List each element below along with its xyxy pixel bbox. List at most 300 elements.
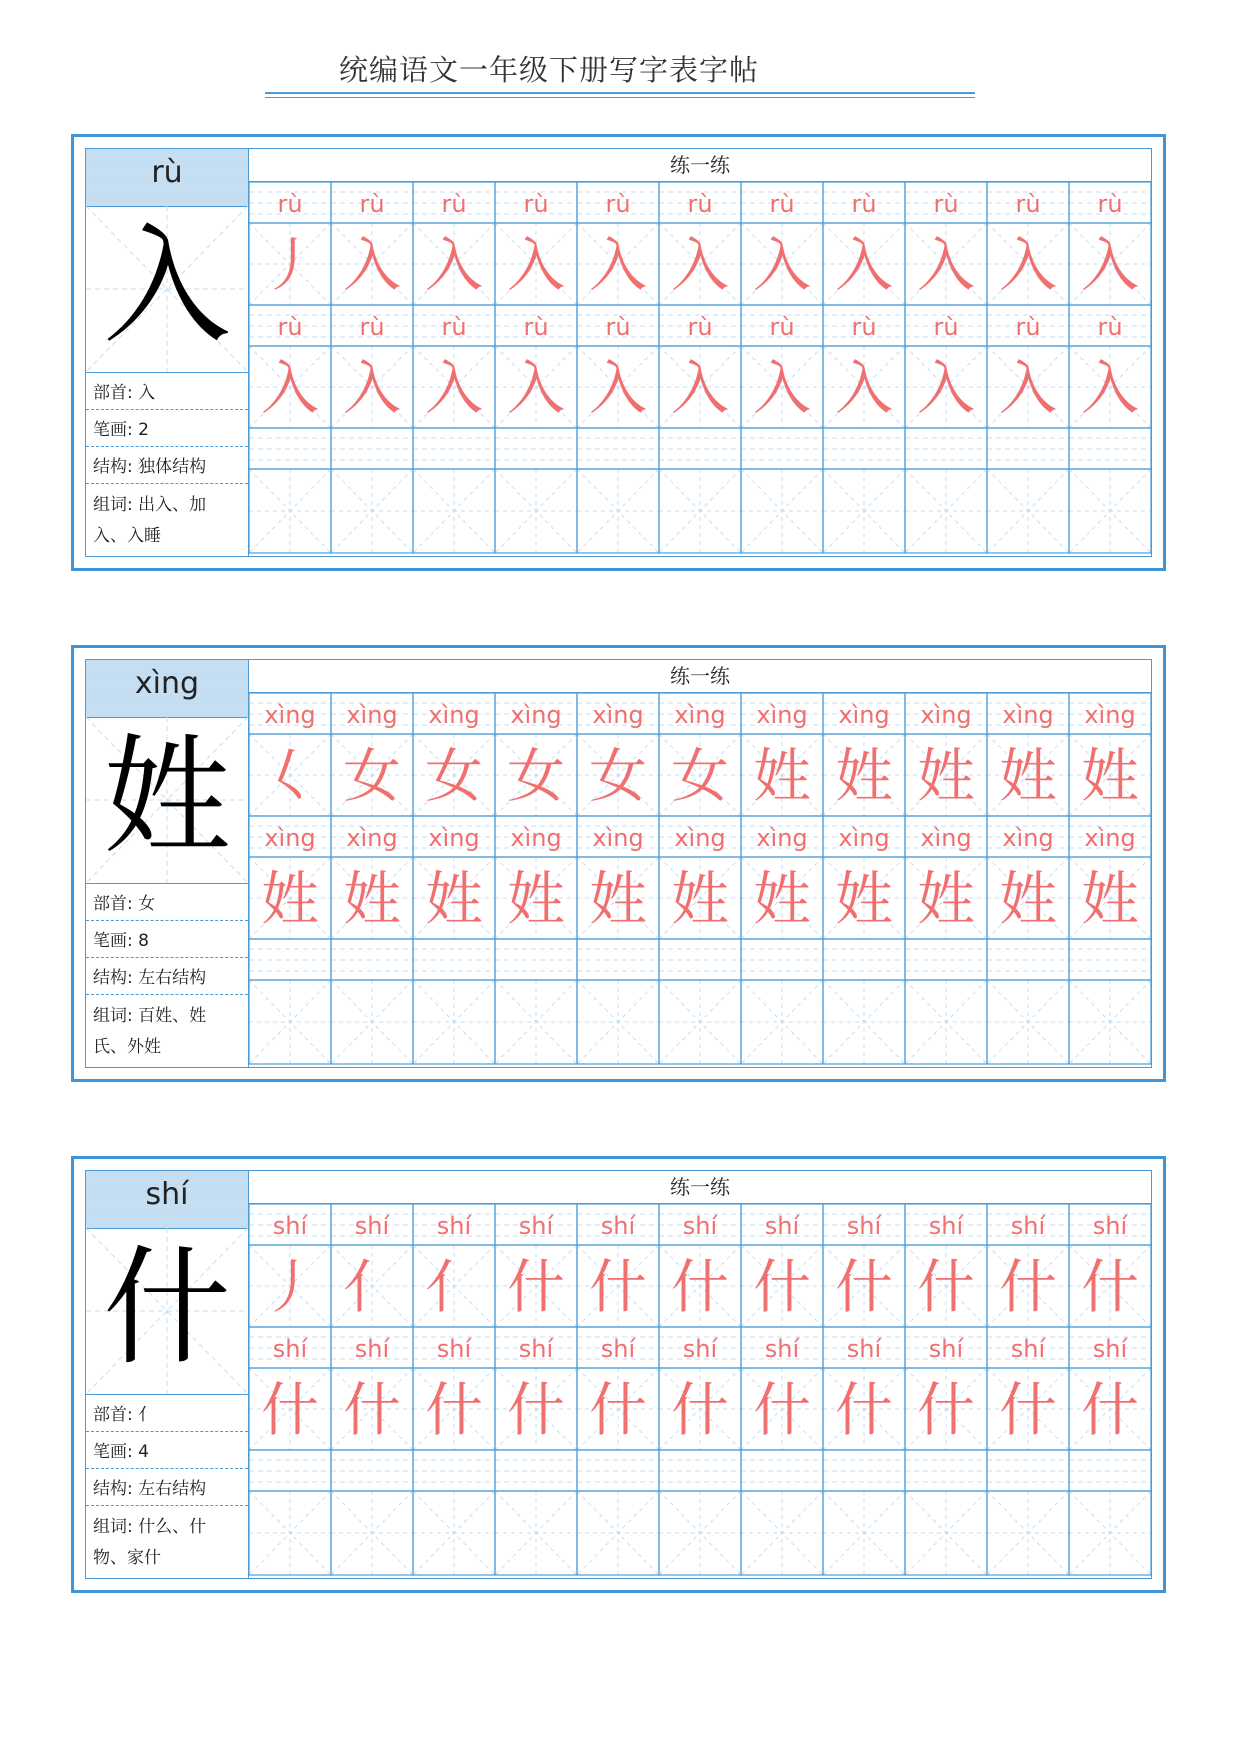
pinyin-cell	[331, 305, 413, 346]
trace-character: 入	[342, 231, 402, 299]
writing-cell	[413, 346, 495, 428]
pinyin-cell[interactable]	[249, 1450, 331, 1491]
pinyin-cell[interactable]	[823, 428, 905, 469]
trace-character: 入	[506, 231, 566, 299]
writing-cell	[495, 1368, 577, 1450]
writing-cell	[331, 223, 413, 305]
pinyin-cell[interactable]	[823, 1450, 905, 1491]
trace-character: 𡿨	[260, 742, 320, 810]
trace-pinyin: xìng	[264, 701, 316, 729]
writing-cell	[659, 857, 741, 939]
trace-pinyin: shí	[272, 1212, 308, 1240]
trace-pinyin: shí	[600, 1212, 636, 1240]
writing-cell	[905, 734, 987, 816]
trace-character: 入	[424, 231, 484, 299]
writing-cell[interactable]	[331, 1491, 413, 1575]
pinyin-cell[interactable]	[413, 428, 495, 469]
trace-pinyin: xìng	[346, 701, 398, 729]
trace-pinyin: shí	[1092, 1335, 1128, 1363]
radical-label: 部首: 亻	[93, 1405, 156, 1425]
writing-cell	[495, 1245, 577, 1327]
trace-character: 什	[834, 1253, 894, 1321]
trace-character: 什	[1080, 1376, 1140, 1444]
pinyin-cell	[495, 1327, 577, 1368]
pinyin-cell	[659, 305, 741, 346]
character-box	[86, 1228, 248, 1395]
model-character: 姓	[102, 723, 231, 872]
writing-cell	[577, 346, 659, 428]
pinyin-label: shí	[145, 1177, 189, 1212]
trace-pinyin: rù	[605, 313, 631, 341]
trace-character: 入	[1080, 231, 1140, 299]
trace-pinyin: rù	[1015, 190, 1041, 218]
writing-cell	[823, 734, 905, 816]
pinyin-cell	[413, 693, 495, 734]
writing-cell	[249, 1245, 331, 1327]
pinyin-cell[interactable]	[1069, 939, 1151, 980]
pinyin-cell	[495, 182, 577, 223]
trace-pinyin: shí	[518, 1212, 554, 1240]
pinyin-cell	[823, 182, 905, 223]
trace-character: 姓	[752, 865, 812, 933]
writing-cell[interactable]	[659, 1491, 741, 1575]
writing-cell[interactable]	[741, 980, 823, 1064]
pinyin-cell[interactable]	[413, 1450, 495, 1491]
trace-character: 什	[260, 1376, 320, 1444]
pinyin-cell[interactable]	[741, 1450, 823, 1491]
practice-area	[249, 660, 1151, 1067]
writing-cell[interactable]	[249, 1491, 331, 1575]
pinyin-cell	[905, 1327, 987, 1368]
trace-character: 什	[752, 1376, 812, 1444]
writing-cell	[249, 1368, 331, 1450]
practice-grid	[249, 182, 1151, 556]
pinyin-cell[interactable]	[987, 1450, 1069, 1491]
pinyin-cell	[741, 693, 823, 734]
trace-character: 姓	[834, 742, 894, 810]
writing-cell[interactable]	[905, 1491, 987, 1575]
pinyin-cell[interactable]	[741, 939, 823, 980]
title-underline	[265, 92, 975, 94]
practice-area	[249, 1171, 1151, 1578]
trace-character: 姓	[506, 865, 566, 933]
writing-cell[interactable]	[331, 980, 413, 1064]
pinyin-cell	[1069, 1204, 1151, 1245]
info-panel	[86, 149, 249, 556]
trace-character: 姓	[1080, 742, 1140, 810]
pinyin-cell	[495, 305, 577, 346]
trace-character: 入	[342, 354, 402, 422]
writing-cell[interactable]	[1069, 980, 1151, 1064]
writing-cell	[823, 346, 905, 428]
writing-cell	[577, 223, 659, 305]
trace-character: 入	[424, 354, 484, 422]
writing-cell[interactable]	[577, 980, 659, 1064]
info-separator	[86, 957, 248, 958]
writing-cell[interactable]	[905, 980, 987, 1064]
trace-character: 姓	[588, 865, 648, 933]
writing-cell[interactable]	[659, 980, 741, 1064]
writing-cell	[1069, 734, 1151, 816]
writing-cell	[741, 1368, 823, 1450]
pinyin-cell[interactable]	[331, 428, 413, 469]
pinyin-cell	[741, 1327, 823, 1368]
writing-cell[interactable]	[987, 469, 1069, 553]
card-inner	[85, 659, 1152, 1068]
writing-cell	[413, 1245, 495, 1327]
trace-character: 什	[424, 1376, 484, 1444]
pinyin-cell	[1069, 816, 1151, 857]
info-separator	[86, 446, 248, 447]
writing-cell	[905, 857, 987, 939]
writing-cell	[577, 1245, 659, 1327]
writing-cell[interactable]	[987, 980, 1069, 1064]
pinyin-cell	[331, 693, 413, 734]
writing-cell[interactable]	[905, 469, 987, 553]
info-separator	[86, 1431, 248, 1432]
trace-character: 什	[998, 1253, 1058, 1321]
trace-pinyin: shí	[682, 1212, 718, 1240]
pinyin-cell[interactable]	[1069, 1450, 1151, 1491]
writing-cell	[741, 857, 823, 939]
trace-character: 什	[506, 1376, 566, 1444]
writing-cell	[577, 857, 659, 939]
trace-pinyin: rù	[851, 313, 877, 341]
trace-character: 姓	[424, 865, 484, 933]
trace-character: 入	[834, 354, 894, 422]
pinyin-cell[interactable]	[413, 939, 495, 980]
trace-character: 姓	[834, 865, 894, 933]
trace-pinyin: shí	[928, 1335, 964, 1363]
trace-pinyin: shí	[1010, 1335, 1046, 1363]
trace-pinyin: rù	[277, 190, 303, 218]
writing-cell[interactable]	[577, 1491, 659, 1575]
writing-cell	[741, 1245, 823, 1327]
model-character: 什	[102, 1234, 231, 1383]
trace-character: 入	[588, 231, 648, 299]
trace-pinyin: rù	[277, 313, 303, 341]
writing-cell	[987, 857, 1069, 939]
pinyin-cell	[741, 816, 823, 857]
writing-cell[interactable]	[413, 469, 495, 553]
trace-character: 什	[588, 1376, 648, 1444]
pinyin-cell	[659, 1204, 741, 1245]
writing-cell[interactable]	[741, 469, 823, 553]
pinyin-cell	[659, 1327, 741, 1368]
writing-cell	[249, 346, 331, 428]
page-title: 统编语文一年级下册写字表字帖	[339, 53, 760, 87]
trace-character: 姓	[342, 865, 402, 933]
pinyin-cell[interactable]	[905, 1450, 987, 1491]
pinyin-cell	[413, 1204, 495, 1245]
pinyin-cell	[905, 305, 987, 346]
writing-cell	[823, 857, 905, 939]
trace-pinyin: shí	[436, 1212, 472, 1240]
words-label: 组词: 百姓、姓氏、外姓	[93, 1006, 207, 1057]
writing-cell	[331, 857, 413, 939]
info-panel	[86, 660, 249, 1067]
writing-cell[interactable]	[823, 980, 905, 1064]
radical-label: 部首: 入	[93, 383, 156, 403]
writing-cell	[577, 734, 659, 816]
pinyin-cell[interactable]	[577, 939, 659, 980]
pinyin-cell	[1069, 182, 1151, 223]
pinyin-cell	[413, 182, 495, 223]
pinyin-cell[interactable]	[659, 428, 741, 469]
character-card	[71, 134, 1166, 571]
writing-cell[interactable]	[249, 980, 331, 1064]
card-inner	[85, 148, 1152, 557]
trace-pinyin: rù	[523, 190, 549, 218]
trace-pinyin: shí	[846, 1335, 882, 1363]
pinyin-cell	[987, 1204, 1069, 1245]
trace-pinyin: shí	[682, 1335, 718, 1363]
pinyin-cell	[1069, 1327, 1151, 1368]
pinyin-cell	[905, 1204, 987, 1245]
trace-character: 什	[834, 1376, 894, 1444]
pinyin-cell[interactable]	[331, 1450, 413, 1491]
writing-cell	[1069, 857, 1151, 939]
writing-cell[interactable]	[331, 469, 413, 553]
pinyin-cell	[987, 1327, 1069, 1368]
writing-cell	[659, 734, 741, 816]
trace-pinyin: shí	[600, 1335, 636, 1363]
trace-pinyin: xìng	[674, 701, 726, 729]
card-inner	[85, 1170, 1152, 1579]
pinyin-cell[interactable]	[987, 939, 1069, 980]
pinyin-cell[interactable]	[577, 1450, 659, 1491]
pinyin-cell	[905, 816, 987, 857]
practice-title: 练一练	[249, 1171, 1151, 1204]
trace-pinyin: rù	[769, 190, 795, 218]
pinyin-cell[interactable]	[823, 939, 905, 980]
pinyin-cell	[331, 1327, 413, 1368]
writing-cell	[987, 223, 1069, 305]
pinyin-cell	[987, 693, 1069, 734]
pinyin-cell	[987, 182, 1069, 223]
pinyin-cell[interactable]	[741, 428, 823, 469]
writing-cell	[413, 223, 495, 305]
stroke-count-label: 笔画: 8	[93, 931, 149, 951]
trace-character: 姓	[998, 865, 1058, 933]
trace-character: 女	[588, 742, 648, 810]
writing-cell	[495, 346, 577, 428]
pinyin-cell	[249, 816, 331, 857]
trace-pinyin: shí	[1010, 1212, 1046, 1240]
pinyin-cell	[249, 182, 331, 223]
trace-character: 女	[342, 742, 402, 810]
pinyin-cell[interactable]	[659, 1450, 741, 1491]
trace-character: 姓	[998, 742, 1058, 810]
writing-cell[interactable]	[495, 980, 577, 1064]
writing-cell	[823, 1368, 905, 1450]
trace-pinyin: rù	[441, 190, 467, 218]
trace-pinyin: rù	[359, 190, 385, 218]
writing-cell[interactable]	[495, 1491, 577, 1575]
pinyin-cell[interactable]	[1069, 428, 1151, 469]
pinyin-cell[interactable]	[495, 428, 577, 469]
trace-character: 姓	[916, 865, 976, 933]
trace-character: 什	[1080, 1253, 1140, 1321]
trace-pinyin: shí	[764, 1335, 800, 1363]
writing-cell	[987, 1368, 1069, 1450]
trace-character: 女	[670, 742, 730, 810]
trace-character: 入	[916, 354, 976, 422]
trace-character: 姓	[752, 742, 812, 810]
title-underline-thin	[265, 97, 975, 98]
practice-title: 练一练	[249, 149, 1151, 182]
writing-cell[interactable]	[249, 469, 331, 553]
pinyin-cell[interactable]	[577, 428, 659, 469]
pinyin-cell	[741, 1204, 823, 1245]
pinyin-cell	[413, 816, 495, 857]
writing-cell[interactable]	[823, 469, 905, 553]
pinyin-cell	[249, 1204, 331, 1245]
trace-character: 什	[998, 1376, 1058, 1444]
writing-cell	[495, 223, 577, 305]
trace-pinyin: xìng	[1002, 701, 1054, 729]
pinyin-cell	[577, 816, 659, 857]
pinyin-cell[interactable]	[905, 428, 987, 469]
trace-pinyin: rù	[851, 190, 877, 218]
trace-pinyin: shí	[518, 1335, 554, 1363]
pinyin-cell	[987, 816, 1069, 857]
trace-character: 什	[342, 1376, 402, 1444]
trace-character: 姓	[670, 865, 730, 933]
pinyin-cell	[659, 182, 741, 223]
writing-cell[interactable]	[577, 469, 659, 553]
writing-cell	[331, 734, 413, 816]
trace-character: 入	[998, 231, 1058, 299]
pinyin-cell	[659, 816, 741, 857]
trace-pinyin: rù	[1097, 313, 1123, 341]
trace-pinyin: shí	[928, 1212, 964, 1240]
character-card	[71, 645, 1166, 1082]
writing-cell	[987, 734, 1069, 816]
trace-pinyin: rù	[523, 313, 549, 341]
pinyin-label: xìng	[134, 666, 200, 701]
trace-pinyin: xìng	[592, 824, 644, 852]
trace-pinyin: shí	[436, 1335, 472, 1363]
trace-character: 什	[670, 1376, 730, 1444]
pinyin-cell[interactable]	[249, 939, 331, 980]
trace-character: 入	[670, 354, 730, 422]
practice-grid	[249, 1204, 1151, 1578]
trace-pinyin: shí	[846, 1212, 882, 1240]
pinyin-cell[interactable]	[495, 1450, 577, 1491]
pinyin-cell	[413, 305, 495, 346]
writing-cell[interactable]	[413, 980, 495, 1064]
writing-cell	[1069, 223, 1151, 305]
trace-character: 姓	[1080, 865, 1140, 933]
trace-character: 入	[1080, 354, 1140, 422]
trace-pinyin: xìng	[592, 701, 644, 729]
info-panel	[86, 1171, 249, 1578]
trace-character: 入	[752, 231, 812, 299]
pinyin-cell[interactable]	[249, 428, 331, 469]
pinyin-cell[interactable]	[495, 939, 577, 980]
pinyin-cell[interactable]	[987, 428, 1069, 469]
trace-character: 什	[752, 1253, 812, 1321]
pinyin-cell	[905, 693, 987, 734]
trace-pinyin: xìng	[1084, 701, 1136, 729]
pinyin-box	[86, 1171, 248, 1229]
trace-pinyin: xìng	[756, 701, 808, 729]
writing-cell[interactable]	[1069, 1491, 1151, 1575]
writing-cell	[1069, 346, 1151, 428]
writing-cell	[331, 1245, 413, 1327]
trace-pinyin: xìng	[428, 824, 480, 852]
writing-cell[interactable]	[741, 1491, 823, 1575]
radical-label: 部首: 女	[93, 894, 156, 914]
pinyin-cell	[495, 816, 577, 857]
pinyin-cell	[741, 182, 823, 223]
pinyin-cell	[1069, 305, 1151, 346]
writing-cell	[659, 1245, 741, 1327]
pinyin-cell	[987, 305, 1069, 346]
words-label: 组词: 什么、什物、家什	[93, 1517, 207, 1568]
structure-label: 结构: 左右结构	[93, 1479, 207, 1499]
writing-cell	[987, 346, 1069, 428]
trace-pinyin: shí	[354, 1335, 390, 1363]
model-character: 入	[102, 212, 231, 361]
pinyin-cell	[413, 1327, 495, 1368]
pinyin-cell	[823, 305, 905, 346]
writing-cell	[413, 734, 495, 816]
writing-cell	[659, 1368, 741, 1450]
writing-cell[interactable]	[659, 469, 741, 553]
writing-cell[interactable]	[495, 469, 577, 553]
stroke-count-label: 笔画: 2	[93, 420, 149, 440]
trace-character: 什	[916, 1376, 976, 1444]
pinyin-cell[interactable]	[331, 939, 413, 980]
pinyin-cell	[577, 1204, 659, 1245]
pinyin-cell	[1069, 693, 1151, 734]
trace-pinyin: xìng	[428, 701, 480, 729]
pinyin-label: rù	[151, 155, 183, 190]
writing-cell	[249, 223, 331, 305]
trace-character: 入	[506, 354, 566, 422]
writing-cell	[1069, 1245, 1151, 1327]
trace-pinyin: shí	[1092, 1212, 1128, 1240]
trace-character: 入	[260, 354, 320, 422]
writing-cell	[331, 346, 413, 428]
trace-pinyin: shí	[272, 1335, 308, 1363]
writing-cell[interactable]	[1069, 469, 1151, 553]
trace-pinyin: rù	[441, 313, 467, 341]
trace-pinyin: xìng	[1084, 824, 1136, 852]
trace-pinyin: shí	[764, 1212, 800, 1240]
writing-cell[interactable]	[823, 1491, 905, 1575]
writing-cell	[413, 857, 495, 939]
writing-cell[interactable]	[413, 1491, 495, 1575]
pinyin-cell[interactable]	[905, 939, 987, 980]
structure-label: 结构: 独体结构	[93, 457, 207, 477]
trace-character: 入	[834, 231, 894, 299]
writing-cell	[905, 1245, 987, 1327]
trace-pinyin: xìng	[838, 701, 890, 729]
writing-cell	[249, 734, 331, 816]
trace-character: 女	[506, 742, 566, 810]
writing-cell[interactable]	[987, 1491, 1069, 1575]
trace-character: 亻	[424, 1253, 484, 1321]
trace-character: 入	[588, 354, 648, 422]
trace-pinyin: xìng	[920, 824, 972, 852]
writing-cell	[741, 734, 823, 816]
pinyin-cell[interactable]	[659, 939, 741, 980]
practice-area	[249, 149, 1151, 556]
info-separator	[86, 1505, 248, 1506]
